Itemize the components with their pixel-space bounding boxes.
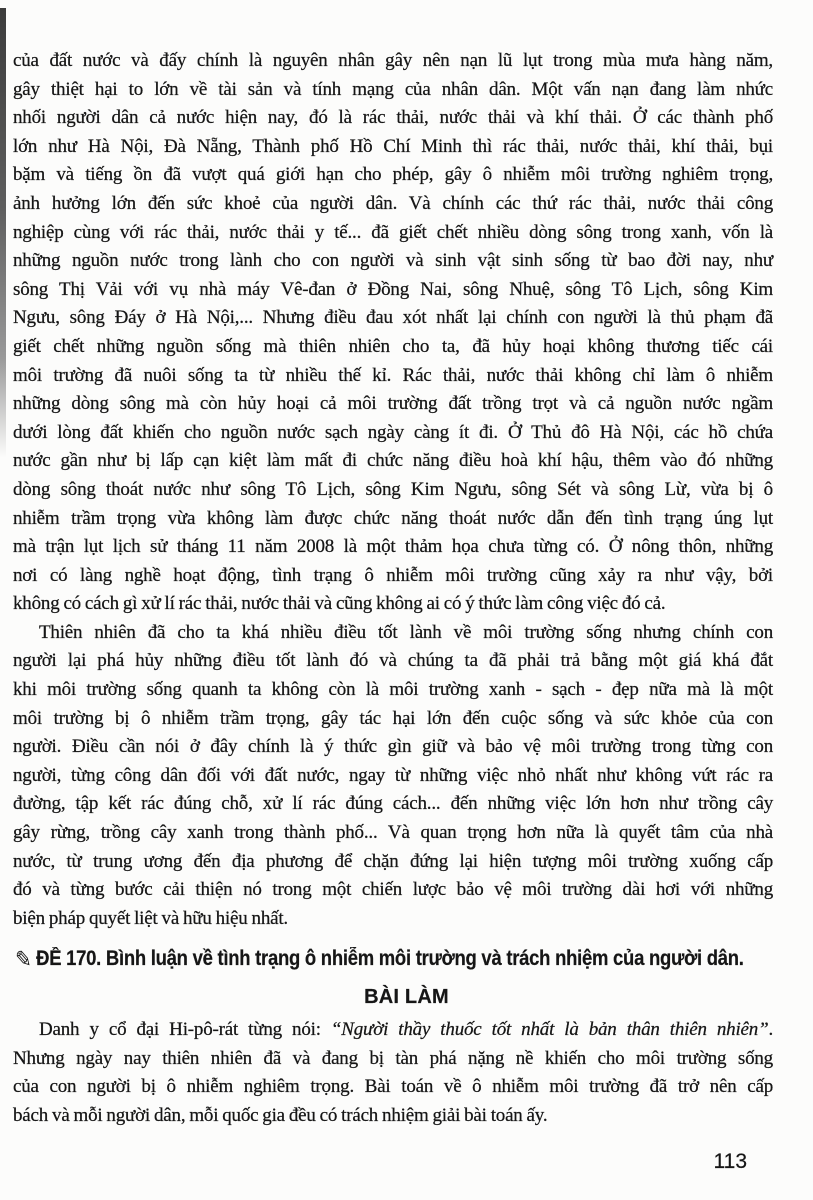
text-line: sông Thị Vải với vụ nhà máy Vê-đan ở Đồng Nai, sông Nhuệ, sông Tô Lịch, sông Kim bbox=[13, 278, 773, 300]
text-line: mà trận lụt lịch sử tháng 11 năm 2008 là một thảm họa chưa từng có. Ở nông thôn, những bbox=[13, 536, 773, 558]
text-line: bách và mỗi người dân, mỗi quốc gia đều có trách nhiệm giải bài toán ấy. bbox=[13, 1104, 548, 1126]
text-line: nhối người dân cả nước hiện nay, đó là rác thải, nước thải và khí thải. Ở các thành phố bbox=[13, 107, 773, 129]
paragraph bbox=[13, 47, 773, 619]
text-line: Ngưu, sông Đáy ở Hà Nội,... Nhưng điều đau xót nhất lại chính con người là thủ phạm đã bbox=[13, 307, 773, 329]
text-line: người lại phá hủy những điều tốt lành đó và chúng ta đã phải trả bằng một giá khá đắt bbox=[13, 650, 773, 672]
text-line: đường, tập kết rác đúng chỗ, xử lí rác đúng cách... đến những việc lớn hơn như trồng cây bbox=[13, 793, 773, 815]
text-line bbox=[13, 1016, 773, 1045]
text-line: những dòng sông mà còn hủy hoại cả môi trường đất trồng trọt và cả nguồn nước ngầm bbox=[13, 393, 773, 415]
text-line: nghiệp cùng với rác thải, nước thải y tế... đã giết chết nhiều dòng sông trong xanh, vốn là bbox=[13, 221, 773, 243]
text-line: dưới lòng đất khiến cho nguồn nước sạch ngày càng ít đi. Ở Thủ đô Hà Nội, các hồ chứa bbox=[13, 421, 773, 443]
text-run: Danh y cổ đại Hi-pô-rát từng nói: bbox=[39, 1018, 331, 1040]
text-line: người. Điều cần nói ở đây chính là ý thức gìn giữ và bảo vệ môi trường trong từng con bbox=[13, 736, 773, 758]
exercise-heading-label: ĐỀ 170. Bình luận về tình trạng ô nhiễm môi trường và trách nhiệm của người dân. bbox=[36, 947, 744, 971]
text-line: môi trường bị ô nhiễm trầm trọng, gây tác hại lớn đến cuộc sống và sức khỏe của con bbox=[13, 707, 773, 729]
text-line: giết chết những nguồn sống mà thiên nhiên cho ta, đã hủy hoại không thương tiếc cái bbox=[13, 335, 773, 357]
pencil-icon: ✎ bbox=[15, 947, 32, 972]
text-line: Thiên nhiên đã cho ta khá nhiều điều tốt lành về môi trường sống nhưng chính con bbox=[39, 621, 773, 643]
paragraph bbox=[13, 619, 773, 934]
text-line: nước, từ trung ương đến địa phương để chặn đứng lại hiện tượng môi trường xuống cấp bbox=[13, 850, 773, 872]
section-title-bai-lam: BÀI LÀM bbox=[364, 985, 449, 1008]
exercise-heading bbox=[0, 947, 813, 972]
text-line: ảnh hưởng lớn đến sức khoẻ của người dân. Và chính các thứ rác thải, nước thải công bbox=[13, 192, 773, 214]
text-line: dòng sông thoát nước như sông Tô Lịch, sông Kim Ngưu, sông Sét và sông Lừ, vừa bị ô bbox=[13, 478, 773, 500]
text-run: . bbox=[768, 1018, 773, 1040]
text-line: Nhưng ngày nay thiên nhiên đã và đang bị tàn phá nặng nề khiến cho môi trường sống bbox=[13, 1047, 773, 1069]
scan-edge-shadow bbox=[0, 8, 6, 458]
italic-quote: “Người thầy thuốc tốt nhất là bản thân thiên nhiên” bbox=[330, 1018, 769, 1040]
paragraph bbox=[13, 1016, 773, 1130]
text-line: những nguồn nước trong lành cho con người và sinh vật sinh sống từ bao đời nay, như bbox=[13, 250, 773, 272]
text-line: môi trường đã nuôi sống ta từ nhiều thế kỉ. Rác thải, nước thải không chỉ làm ô nhiễm bbox=[13, 364, 773, 386]
text-line: đó và từng bước cải thiện nó trong một chiến lược bảo vệ môi trường dài hơi với những bbox=[13, 879, 773, 901]
text-line: khi môi trường sống quanh ta không còn là môi trường xanh - sạch - đẹp nữa mà là một bbox=[13, 679, 773, 701]
text-line: bặm và tiếng ồn đã vượt quá giới hạn cho phép, gây ô nhiễm môi trường nghiêm trọng, bbox=[13, 164, 773, 186]
text-line: của con người bị ô nhiễm nghiêm trọng. Bài toán về ô nhiễm môi trường đã trở nên cấp bbox=[13, 1076, 773, 1098]
body-text-bottom bbox=[0, 1016, 813, 1130]
text-line: không có cách gì xử lí rác thải, nước thải và cũng không ai có ý thức làm công việc đó cả. bbox=[13, 593, 666, 615]
text-line: gây rừng, trồng cây xanh trong thành phố... Và quan trọng hơn nữa là quyết tâm của nhà bbox=[13, 822, 773, 844]
page-number: 113 bbox=[713, 1150, 747, 1174]
text-line: gây thiệt hại to lớn về tài sản và tính mạng của nhân dân. Một vấn nạn đang làm nhức bbox=[13, 78, 773, 100]
text-line: nước gần như bị lấp cạn kiệt làm mất đi chức năng điều hoà khí hậu, thêm vào đó những bbox=[13, 450, 773, 472]
text-line: lớn như Hà Nội, Đà Nẵng, Thành phố Hồ Chí Minh thì rác thải, nước thải, khí thải, bụi bbox=[13, 135, 773, 157]
text-line: nơi có làng nghề hoạt động, tình trạng ô nhiễm môi trường cũng xảy ra như vậy, bởi bbox=[13, 564, 773, 586]
text-line: nhiễm trầm trọng vừa không làm được chức năng thoát nước dẫn đến tình trạng úng lụt bbox=[13, 507, 773, 529]
text-line: biện pháp quyết liệt và hữu hiệu nhất. bbox=[13, 907, 288, 929]
text-line: của đất nước và đấy chính là nguyên nhân gây nên nạn lũ lụt trong mùa mưa hàng năm, bbox=[13, 50, 773, 71]
text-line: người, từng công dân đối với đất nước, ngay từ những việc nhỏ nhất như không vứt rác ra bbox=[13, 764, 773, 786]
exercise-heading-inner bbox=[15, 947, 744, 971]
